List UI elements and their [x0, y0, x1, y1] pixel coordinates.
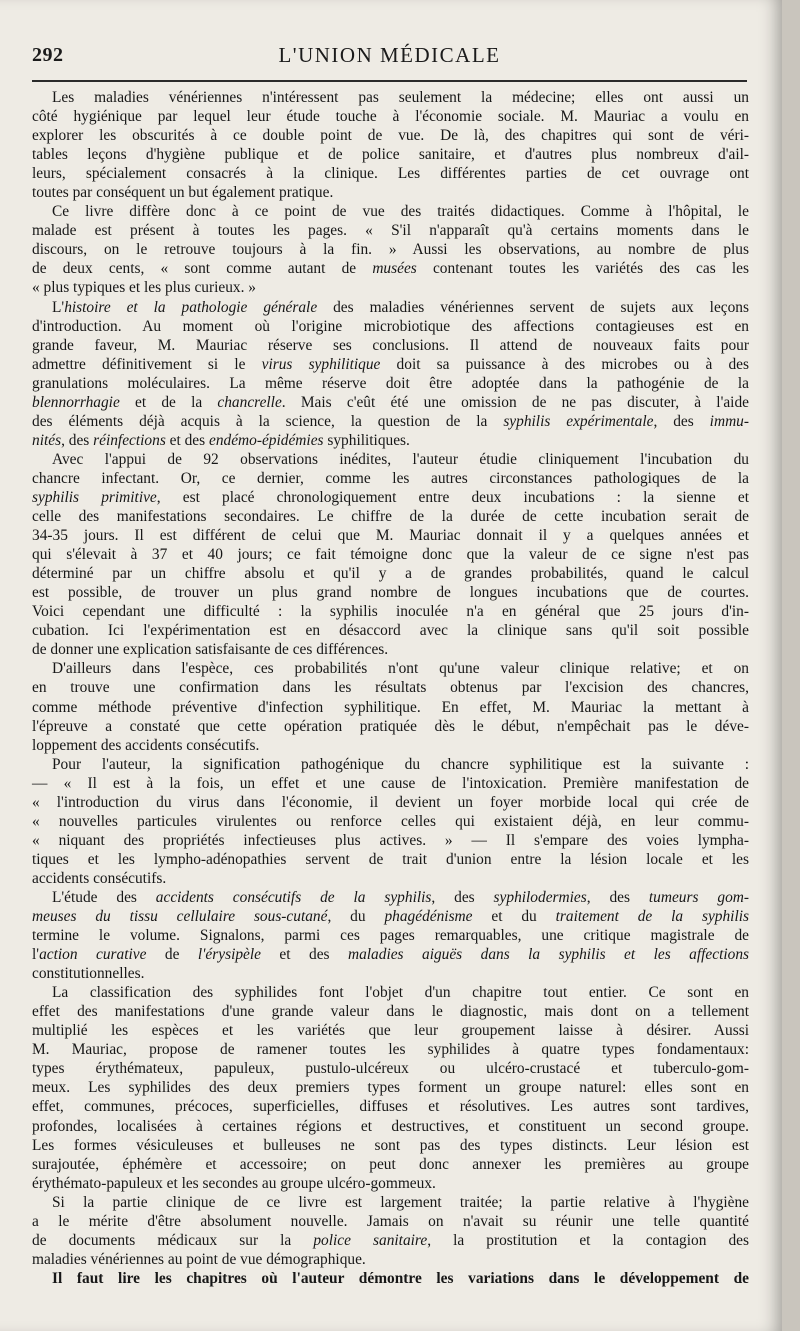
- text-line: profondes, localisées à certaines régions et destructives, et constituent un second groupe.: [32, 1117, 749, 1135]
- text-line: Si la partie clinique de ce livre est largement traitée; la partie relative à l'hygiène: [52, 1193, 749, 1211]
- text-line: Les formes vésiculeuses et bulleuses ne sont pas des types distincts. Leur lésion est: [32, 1136, 749, 1154]
- text-line: a le mérite d'être absolument nouvelle. Jamais on n'avait su réunir une telle quantité: [32, 1212, 749, 1230]
- text-line: multiplié les espèces et les variétés que leur groupement laisse à désirer. Aussi: [32, 1022, 749, 1040]
- text-line: Les maladies vénériennes n'intéressent pas seulement la médecine; elles ont aussi un: [52, 89, 749, 106]
- text-line: nités, des réinfections et des endémo-épidémies syphilitiques.: [32, 431, 410, 449]
- text-line: Voici cependant une difficulté : la syphilis inoculée n'a en général que 25 jours d'in-: [32, 603, 749, 621]
- paragraph-8: [32, 983, 749, 1193]
- text-line: admettre définitivement si le virus syphilitique doit sa puissance à des microbes ou à des: [32, 355, 749, 373]
- paragraph-9: [32, 1193, 749, 1269]
- text-line: Il faut lire les chapitres où l'auteur démontre les variations dans le développement de: [52, 1269, 749, 1287]
- text-line: de documents médicaux sur la police sanitaire, la prostitution et la contagion des: [32, 1231, 749, 1249]
- text-line: — « Il est à la fois, un effet et une cause de l'intoxication. Première manifestation de: [32, 774, 749, 792]
- text-line: celle des manifestations secondaires. Le chiffre de la durée de cette incubation serait de: [32, 508, 749, 526]
- text-line: déterminé par un chiffre absolu et qu'il y a de grandes probabilités, quand le calcul: [32, 565, 749, 583]
- header-rule: [32, 80, 747, 82]
- text-line: La classification des syphilides font l'objet d'un chapitre tout entier. Ce sont en: [52, 984, 749, 1002]
- text-line: tiques et les lympho-adénopathies servent de trait d'union entre la lésion locale et les: [32, 850, 749, 868]
- text-line: termine le volume. Signalons, parmi ces pages remarquables, une critique magistrale de: [32, 927, 749, 945]
- page-number: 292: [32, 44, 64, 66]
- text-line: accidents consécutifs.: [32, 869, 167, 887]
- text-line: maladies vénériennes au point de vue démographique.: [32, 1250, 366, 1268]
- paragraph-6: [32, 755, 749, 888]
- text-line: d'introduction. Au moment où l'origine microbiotique des affections contagieuses est en: [32, 317, 749, 335]
- text-line: malade est présent à toutes les pages. « S'il n'apparaît qu'à certains moments dans le: [32, 222, 749, 240]
- text-line: syphilis primitive, est placé chronologiquement entre deux incubations : la sienne et: [32, 488, 749, 506]
- running-title: L'UNION MÉDICALE: [278, 43, 501, 67]
- article-body: [32, 88, 749, 1288]
- text-line: de deux cents, « sont comme autant de musées contenant toutes les variétés des cas les: [32, 260, 749, 278]
- text-line: érythémato-papuleux et les secondes au groupe ulcéro-gommeux.: [32, 1174, 436, 1192]
- text-line: constitutionnelles.: [32, 965, 145, 983]
- paragraph-3: [32, 298, 749, 450]
- text-line: grande faveur, M. Mauriac réserve ses conclusions. Il attend de nouveaux faits pour: [32, 336, 749, 354]
- text-line: L'histoire et la pathologie générale des maladies vénériennes servent de sujets aux leçons: [52, 298, 749, 316]
- text-line: « l'introduction du virus dans l'économie, il devient un foyer morbide local qui crée de: [32, 793, 749, 811]
- text-line: 34-35 jours. Il est différent de celui que M. Mauriac donnait il y a quelques années et: [32, 527, 749, 545]
- text-line: Pour l'auteur, la signification pathogénique du chancre syphilitique est la suivante :: [52, 755, 749, 773]
- text-line: « niquant des propriétés infectieuses plus actives. » — Il s'empare des voies lympha-: [32, 831, 749, 849]
- text-line: de donner une explication satisfaisante de ces différences.: [32, 641, 389, 659]
- text-line: cubation. Ici l'expérimentation est en désaccord avec la clinique sans qu'il soit possible: [32, 622, 749, 640]
- text-line: effet des manifestations d'une grande valeur dans le diagnostic, mais dont on a tellement: [32, 1003, 749, 1021]
- text-line: Avec l'appui de 92 observations inédites, l'auteur étudie cliniquement l'incubation du: [52, 450, 749, 468]
- text-line: meuses du tissu cellulaire sous-cutané, du phagédénisme et du traitement de la syphilis: [32, 908, 749, 926]
- text-line: discours, on le retrouve toujours à la fin. » Aussi les observations, au nombre de plus: [32, 241, 749, 259]
- text-line: côté hygiénique par lequel leur étude touche à l'économie sociale. M. Mauriac a voulu en: [32, 108, 749, 126]
- text-line: M. Mauriac, propose de ramener toutes les syphilides à quatre types fondamentaux:: [32, 1041, 749, 1059]
- text-line: effet, communes, précoces, superficielles, diffuses et résolutives. Les autres sont tardives,: [32, 1098, 749, 1116]
- text-line: chancre infectant. Or, ce dernier, comme les autres circonstances pathologiques de la: [32, 469, 749, 487]
- page-header: [32, 40, 747, 72]
- text-line: toutes par conséquent un but également pratique.: [32, 184, 334, 202]
- text-line: « plus typiques et les plus curieux. »: [32, 279, 256, 297]
- text-line: L'étude des accidents consécutifs de la syphilis, des syphilodermies, des tumeurs gom-: [52, 888, 750, 906]
- text-line: meux. Les syphilides des deux premiers types forment un groupe naturel: elles sont en: [32, 1079, 749, 1097]
- paragraph-5: [32, 659, 749, 754]
- text-line: surajoutée, éphémère et accessoire; on peut donc annexer les premières au groupe: [32, 1155, 749, 1173]
- text-line: Ce livre diffère donc à ce point de vue des traités didactiques. Comme à l'hôpital, le: [52, 203, 749, 221]
- text-line: D'ailleurs dans l'espèce, ces probabilités n'ont qu'une valeur clinique relative; et on: [52, 660, 749, 678]
- paragraph-7: [32, 888, 749, 983]
- text-line: leurs, spécialement consacrés à la clinique. Les différentes parties de cet ouvrage ont: [32, 165, 749, 183]
- text-line: explorer les obscurités à ce double point de vue. De là, des chapitres qui sont de véri-: [32, 127, 749, 145]
- text-line: l'épreuve a constaté que cette opération pratiquée dès le début, n'empêchait pas le déve-: [32, 717, 749, 735]
- text-line: en trouve une confirmation dans les résultats obtenus par l'excision des chancres,: [32, 679, 749, 697]
- text-line: est possible, de trouver un plus grand nombre de longues incubations que de courtes.: [32, 584, 749, 602]
- text-line: types érythémateux, papuleux, pustulo-ulcéreux ou ulcéro-crustacé et tuberculo-gom-: [32, 1060, 749, 1078]
- text-line: granulations moléculaires. La même réserve doit être adoptée dans la pathogénie de la: [32, 374, 749, 392]
- paragraph-10: [32, 1269, 749, 1288]
- text-line: blennorrhagie et de la chancrelle. Mais c'eût été une omission de ne pas discuter, à l'aide: [32, 393, 749, 411]
- paragraph-4: [32, 450, 749, 660]
- paragraph-2: [32, 202, 749, 297]
- text-line: tables leçons d'hygiène publique et de police sanitaire, et d'autres plus nombreux d'ail-: [32, 146, 749, 164]
- text-line: l'action curative de l'érysipèle et des maladies aiguës dans la syphilis et les affections: [32, 946, 750, 964]
- text-line: des éléments déjà acquis à la science, la question de la syphilis expérimentale, des immu-: [32, 412, 749, 430]
- paragraph-1: [32, 88, 749, 202]
- text-line: comme méthode préventive d'infection syphilitique. En effet, M. Mauriac la mettant à: [32, 698, 749, 716]
- text-line: qui s'élevait à 37 et 40 jours; ce fait témoigne donc que la valeur de ce signe n'est pas: [32, 546, 749, 564]
- text-line: loppement des accidents consécutifs.: [32, 736, 260, 754]
- text-line: « nouvelles particules virulentes ou renforce celles qui existaient déjà, en leur commu-: [32, 812, 749, 830]
